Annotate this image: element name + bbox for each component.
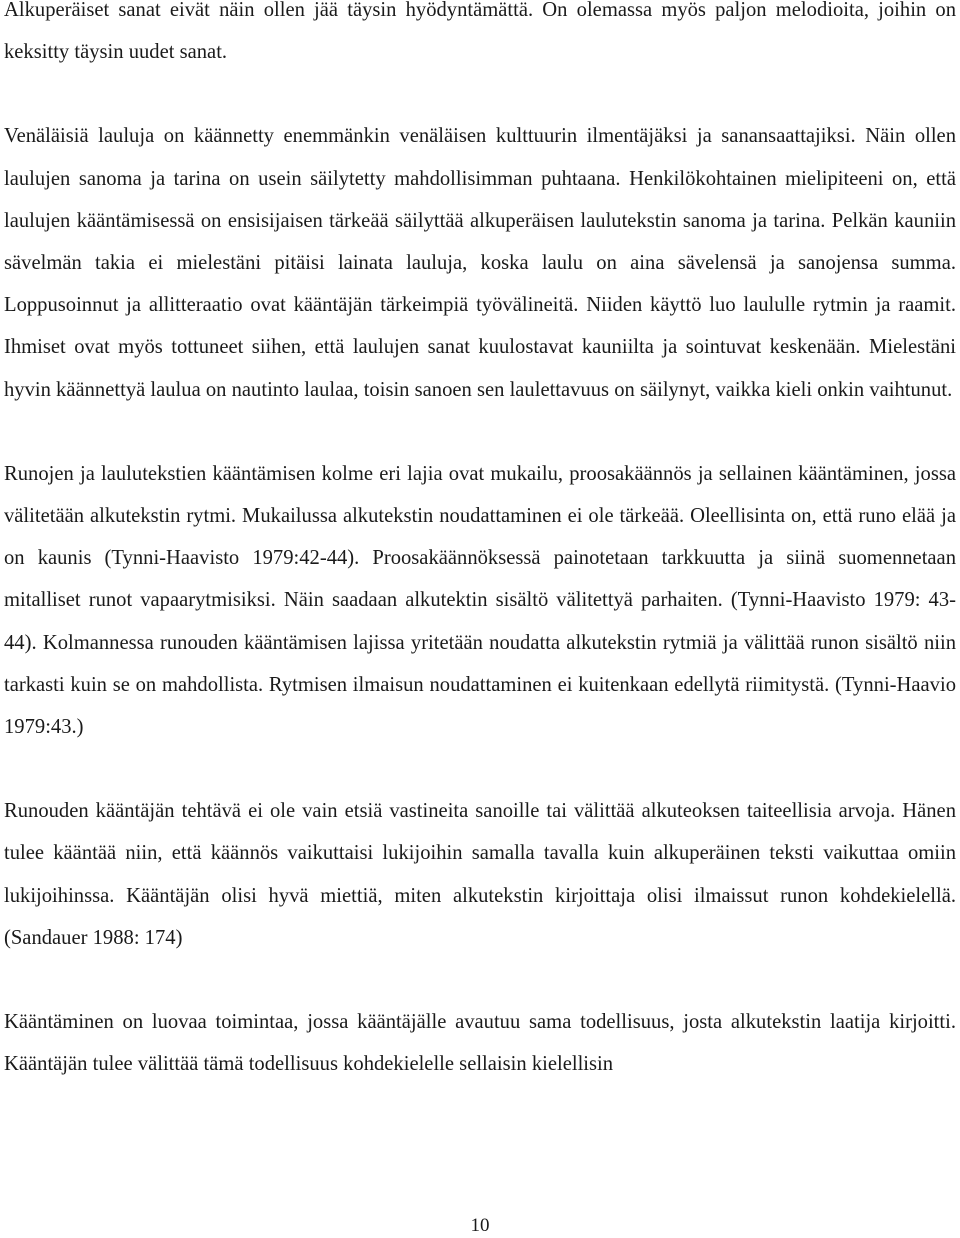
paragraph-2: Venäläisiä lauluja on käännetty enemmänkin venäläisen kulttuurin ilmentäjäksi ja sanansaattajiksi. Näin ollen laulujen sanoma ja tarina on usein säilytetty mahdollisimman puhtaana. Henkilökohtainen mielipiteeni on, että laulujen kääntämisessä on ensisijaisen tärkeää säilyttää alkuperäisen laulutekstin sanoma ja tarina. Pelkän kauniin sävelmän takia ei mielestäni pitäisi lainata lauluja, koska laulu on aina sävelensä ja sanojensa summa. Loppusoinnut ja allitteraatio ovat kääntäjän tärkeimpiä työvälineitä. Niiden käyttö luo laululle rytmin ja raamit. Ihmiset ovat myös tottuneet siihen, että laulujen sanat kuulostavat kauniilta ja sointuvat keskenään. Mielestäni hyvin käännettyä laulua on nautinto laulaa, toisin sanoen sen laulettavuus on säilynyt, vaikka kieli onkin vaihtunut. [4,125,956,401]
page-number: 10 [470,1215,490,1236]
paragraph-4: Runouden kääntäjän tehtävä ei ole vain etsiä vastineita sanoille tai välittää alkuteoksen taiteellisia arvoja. Hänen tulee kääntää niin, että käännös vaikuttaisi lukijoihin samalla tavalla kuin alkuperäinen teksti vaikuttaa omiin lukijoihinssa. Kääntäjän olisi hyvä miettiä, miten alkutekstin kirjoittaja olisi ilmaissut runon kohdekielellä. (Sandauer 1988: 174) [4,800,956,949]
paragraph-1: Alkuperäiset sanat eivät näin ollen jää täysin hyödyntämättä. On olemassa myös paljon melodioita, joihin on keksitty täysin uudet sanat. [4,0,956,64]
document-page [4,0,956,1085]
paragraph-3: Runojen ja laulutekstien kääntämisen kolme eri lajia ovat mukailu, proosakäännös ja sellainen kääntäminen, jossa välitetään alkutekstin rytmi. Mukailussa alkutekstin noudattaminen ei ole tärkeää. Oleellisinta on, että runo elää ja on kaunis (Tynni-Haavisto 1979:42-44). Proosakäännöksessä painotetaan tarkkuutta ja siinä suomennetaan mitalliset runot vapaarytmisiksi. Näin saadaan alkutektin sisältö välitettyä parhaiten. (Tynni-Haavisto 1979: 43-44). Kolmannessa runouden kääntämisen lajissa yritetään noudatta alkutekstin rytmiä ja välittää runon sisältö niin tarkasti kuin se on mahdollista. Rytmisen ilmaisun noudattaminen ei kuitenkaan edellytä riimitystä. (Tynni-Haavio 1979:43.) [4,462,956,739]
paragraph-5: Kääntäminen on luovaa toimintaa, jossa kääntäjälle avautuu sama todellisuus, josta alkutekstin laatija kirjoitti. Kääntäjän tulee välittää tämä todellisuus kohdekielelle sellaisin kielellisin [4,1011,956,1076]
